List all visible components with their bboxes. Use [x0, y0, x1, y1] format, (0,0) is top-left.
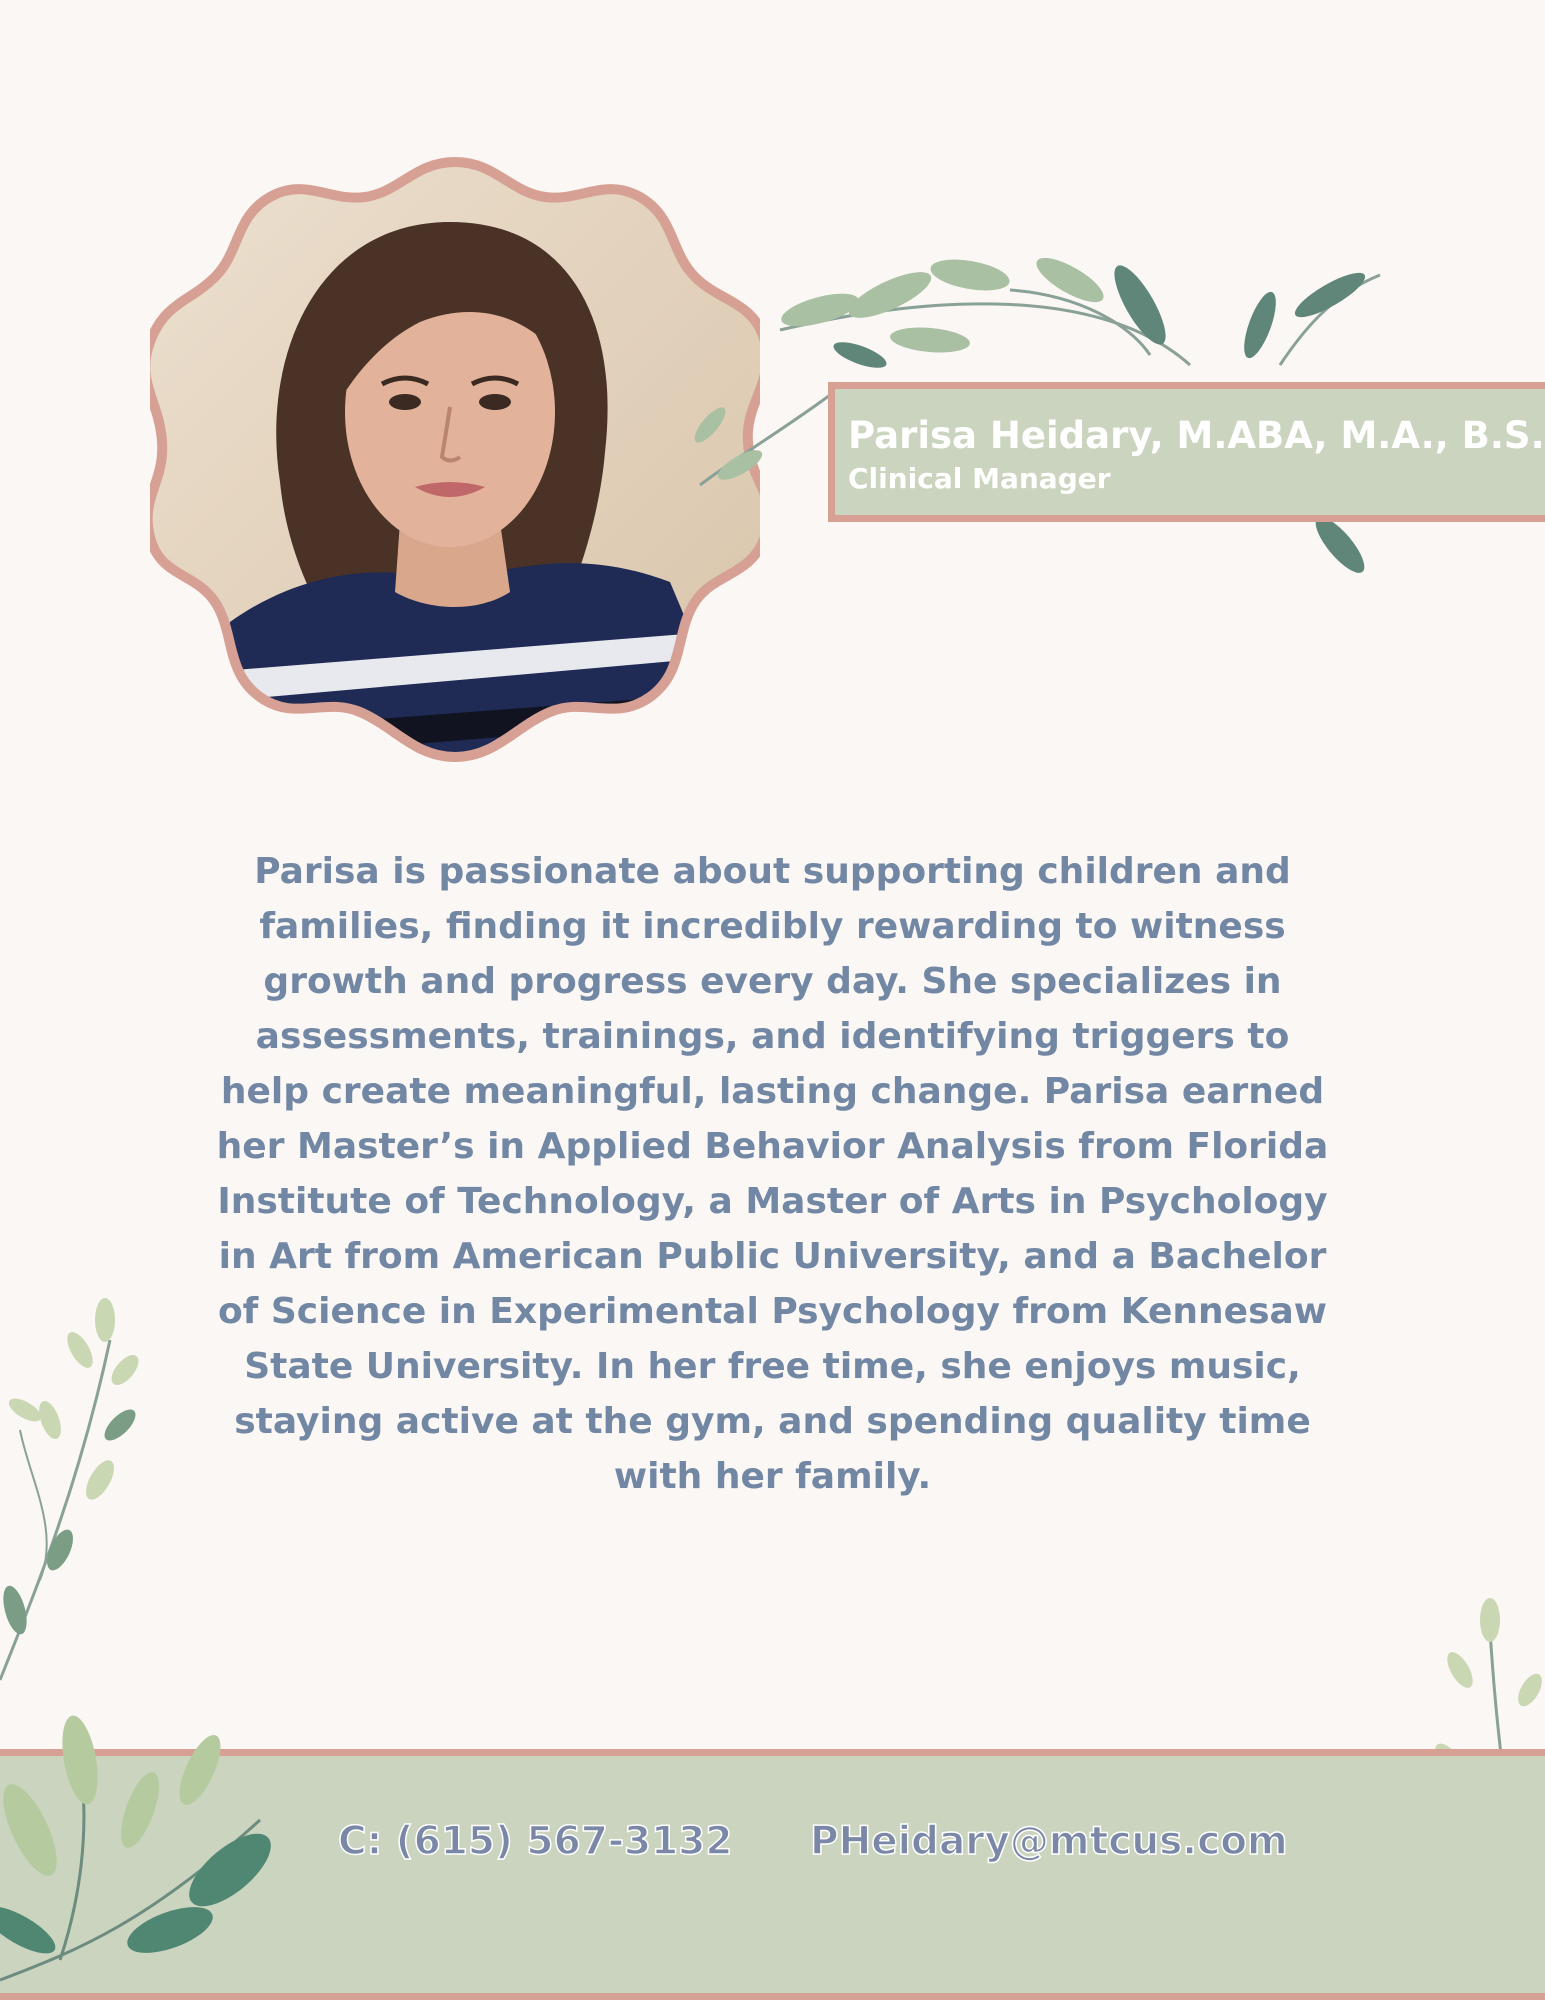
name-banner: [828, 382, 1545, 522]
staff-name: Parisa Heidary, M.ABA, M.A., B.S.: [848, 414, 1545, 457]
leaf-branch-icon: [0, 1700, 300, 2000]
phone-number[interactable]: C: (615) 567-3132: [338, 1819, 733, 1864]
leaf-branch-icon: [0, 1280, 160, 1700]
bio-text: Parisa is passionate about supporting children and families, finding it incredibly rewarding to witness growth and progress every day. She specializes in assessments, trainings, and identifying triggers to help create meaningful, lasting change. Parisa earned her Master’s in Applied Behavior Analysis from Florida Institute of Technology, a Master of Arts in Psychology in Art from American Public University, and a Bachelor of Science in Experimental Psychology from Kennesaw State University. In her free time, she enjoys music, staying active at the gym, and spending quality time with her family.: [216, 851, 1329, 1497]
profile-photo: [150, 152, 760, 762]
portrait-photo-icon: [150, 152, 760, 762]
staff-role: Clinical Manager: [848, 462, 1111, 495]
email-address[interactable]: PHeidary@mtcus.com: [810, 1819, 1288, 1864]
